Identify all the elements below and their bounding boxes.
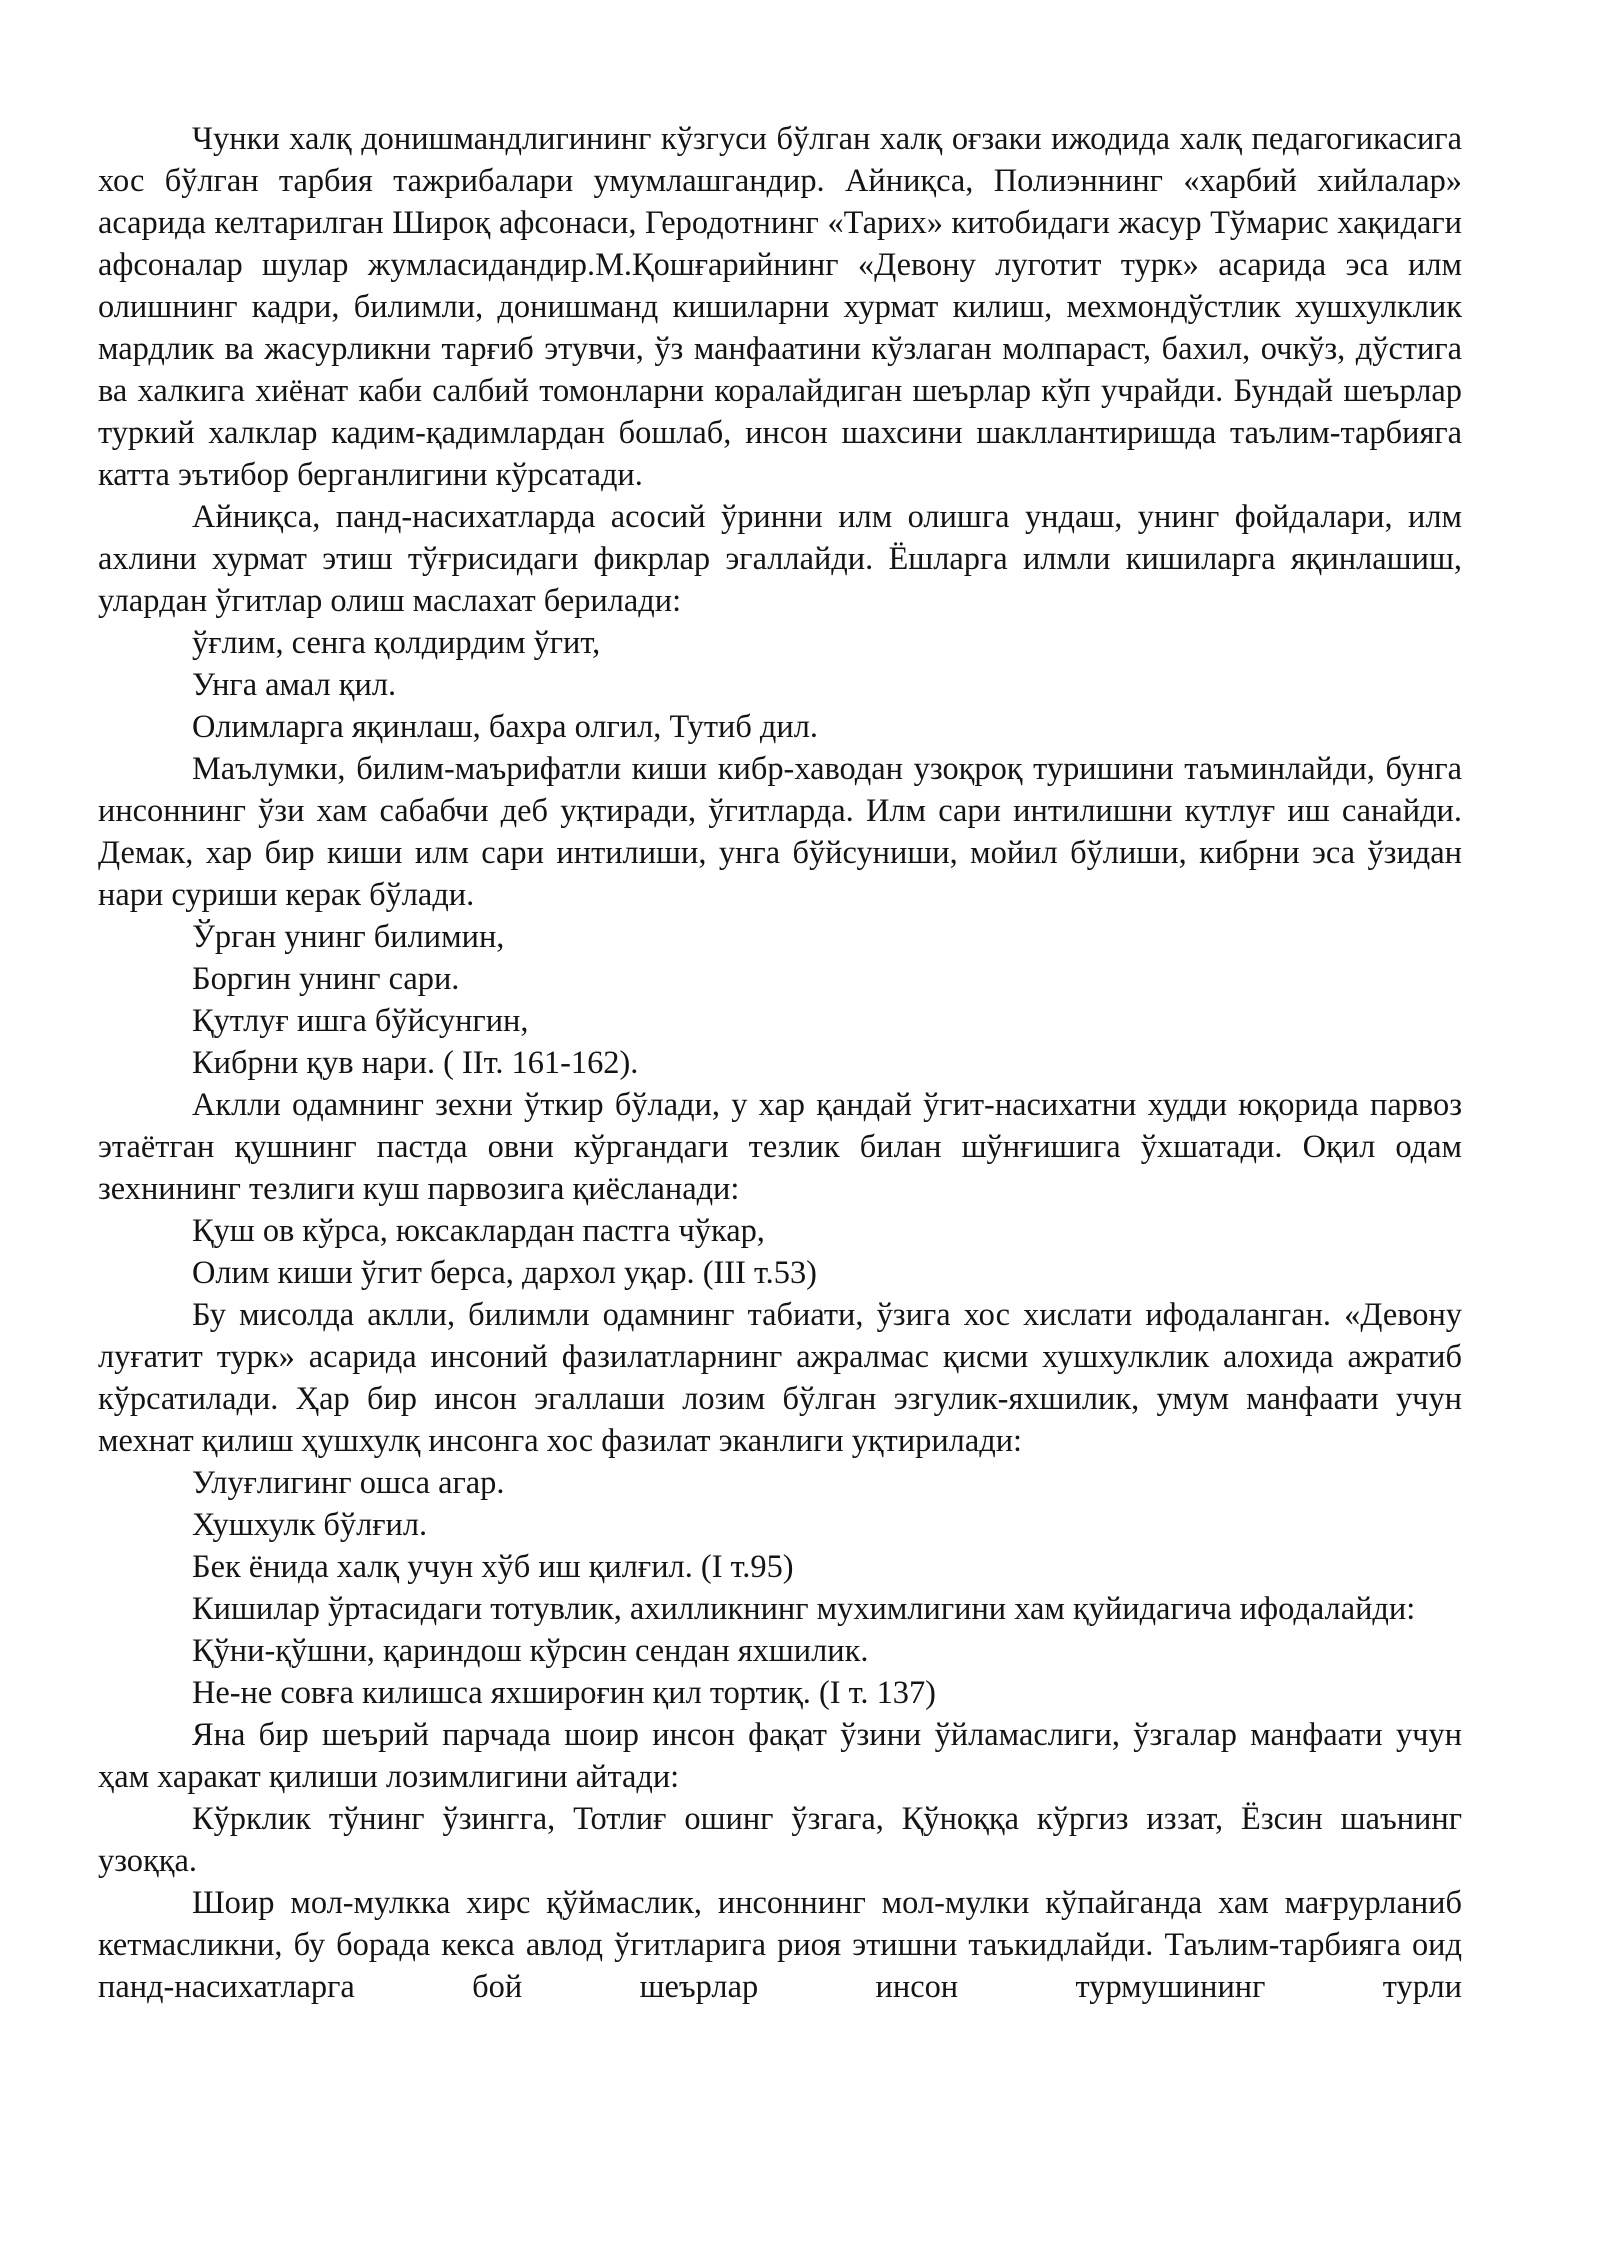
- paragraph: Кишилар ўртасидаги тотувлик, ахилликнинг мухимлигини хам қуйидагича ифодалайди:: [192, 1591, 1416, 1627]
- verse-line: Қўни-қўшни, қариндош кўрсин сендан яхшилик.: [192, 1633, 869, 1669]
- paragraph: Яна бир шеърий парчада шоир инсон фақат ўзини ўйламаслиги, ўзгалар манфаати учун ҳам харакат қилиши лозимлигини айтади:: [98, 1717, 1462, 1795]
- verse-line: Улуғлигинг ошса агар.: [192, 1465, 505, 1501]
- paragraph: Айниқса, панд-насихатларда асосий ўринни илм олишга ундаш, унинг фойдалари, илм ахлини хурмат этиш тўғрисидаги фикрлар эгаллайди. Ёшларга илмли кишиларга яқинлашиш, улардан ўгитлар олиш маслахат берилади:: [98, 499, 1462, 619]
- verse-stanza: Кўрклик тўнинг ўзингга, Тотлиғ ошинг ўзгага, Қўноққа кўргиз иззат, Ёзсин шаънинг узоққа.: [98, 1801, 1462, 1879]
- verse-line: Олим киши ўгит берса, дархол уқар. (III т.53): [192, 1255, 817, 1291]
- verse-line: Бек ёнида халқ учун хўб иш қилғил. (I т.95): [192, 1549, 794, 1585]
- paragraph: Бу мисолда аклли, билимли одамнинг табиати, ўзига хос хислати ифодаланган. «Девону луғатит турк» асарида инсоний фазилатларнинг ажралмас қисми хушхулклик алохида ажратиб кўрсатилади. Ҳар бир инсон эгаллаши лозим бўлган эзгулик-яхшилик, умум манфаати учун мехнат қилиш ҳушхулқ инсонга хос фазилат эканлиги уқтирилади:: [98, 1297, 1462, 1459]
- verse-line: Кибрни қув нари. ( IIт. 161-162).: [192, 1045, 639, 1081]
- verse-line: ўғлим, сенга қолдирдим ўгит,: [192, 625, 601, 661]
- paragraph: Аклли одамнинг зехни ўткир бўлади, у хар қандай ўгит-насихатни худди юқорида парвоз этаётган қушнинг пастда овни кўргандаги тезлик билан шўнғишига ўхшатади. Оқил одам зехнининг тезлиги куш парвозига қиёсланади:: [98, 1087, 1462, 1207]
- verse-line: Ўрган унинг билимин,: [192, 919, 505, 955]
- verse-line: Қуш ов кўрса, юксаклардан пастга чўкар,: [192, 1213, 765, 1249]
- verse-line: Қутлуғ ишга бўйсунгин,: [192, 1003, 529, 1039]
- verse-line: Олимларга яқинлаш, бахра олгил, Тутиб дил.: [192, 709, 819, 745]
- verse-line: Хушхулк бўлғил.: [192, 1507, 428, 1543]
- paragraph: Чунки халқ донишмандлигининг кўзгуси бўлган халқ оғзаки ижодида халқ педагогикасига хос бўлган тарбия тажрибалари умумлашгандир. Айниқса, Полиэннинг «харбий хийлалар» асарида келтарилган Широқ афсонаси, Геродотнинг «Тарих» китобидаги жасур Тўмарис хақидаги афсоналар шулар жумласидандир.М.Қошғарийнинг «Девону луготит турк» асарида эса илм олишнинг кадри, билимли, донишманд кишиларни хурмат килиш, мехмондўстлик хушхулклик мардлик ва жасурликни тарғиб этувчи, ўз манфаатини кўзлаган молпараст, бахил, очкўз, дўстига ва халкига хиёнат каби салбий томонларни коралайдиган шеърлар кўп учрайди. Бундай шеърлар туркий халклар кадим-қадимлардан бошлаб, инсон шахсини шакллантиришда таълим-тарбияга катта эътибор берганлигини кўрсатади.: [98, 121, 1462, 493]
- verse-line: Боргин унинг сари.: [192, 961, 460, 997]
- document-page: [98, 118, 1462, 2008]
- verse-line: Унга амал қил.: [192, 667, 397, 703]
- verse-line: Не-не совға килишса яхшироғин қил тортиқ. (I т. 137): [192, 1675, 936, 1711]
- paragraph: Шоир мол-мулкка хирс қўймаслик, инсоннинг мол-мулки кўпайганда хам мағрурланиб кетмасликни, бу борада кекса авлод ўгитларига риоя этишни таъкидлайди. Таълим-тарбияга оид панд-насихатларга бой шеърлар инсон турмушининг турли: [98, 1885, 1462, 2005]
- paragraph: Маълумки, билим-маърифатли киши кибр-хаводан узоқроқ туришини таъминлайди, бунга инсоннинг ўзи хам сабабчи деб уқтиради, ўгитларда. Илм сари интилишни кутлуғ иш санайди. Демак, хар бир киши илм сари интилиши, унга бўйсуниши, мойил бўлиши, кибрни эса ўзидан нари суриши керак бўлади.: [98, 751, 1462, 913]
